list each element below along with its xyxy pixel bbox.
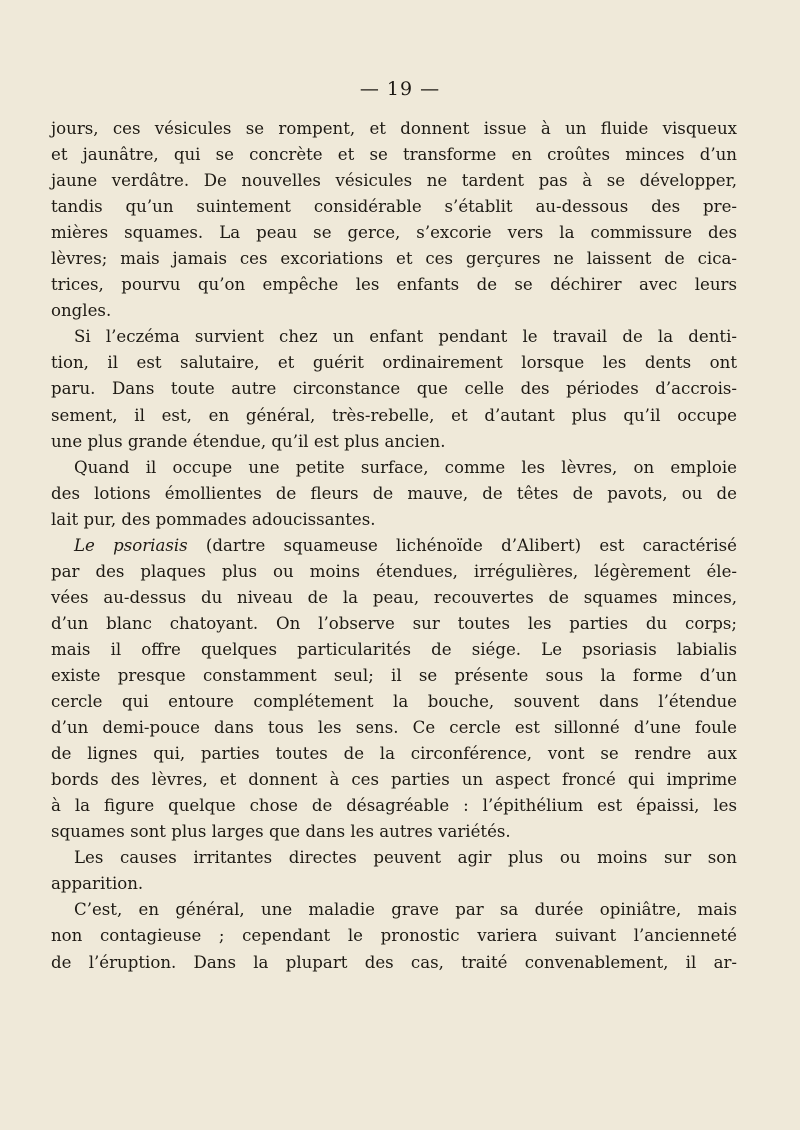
italic-term: Le psoriasis <box>74 535 206 555</box>
text-line: Les causes irritantes directes peuvent agir plus ou moins sur son <box>74 848 737 868</box>
text-line: lait pur, des pommades adoucissantes. <box>51 509 376 529</box>
text-line: Quand il occupe une petite surface, comme les lèvres, on emploie <box>74 457 737 477</box>
text-line: tion, il est salutaire, et guérit ordinairement lorsque les dents ont <box>51 353 737 373</box>
text-line: bords des lèvres, et donnent à ces parties un aspect froncé qui imprime <box>51 770 737 790</box>
text-line: Si l’eczéma survient chez un enfant pendant le travail de la denti- <box>74 327 737 347</box>
text-line: d’un blanc chatoyant. On l’observe sur toutes les parties du corps; <box>51 613 737 633</box>
text-line: ongles. <box>51 301 112 321</box>
text-line: jours, ces vésicules se rompent, et donnent issue à un fluide visqueux <box>51 119 737 138</box>
text-line: C’est, en général, une maladie grave par sa durée opiniâtre, mais <box>74 900 737 920</box>
text-line: d’un demi-pouce dans tous les sens. Ce cercle est sillonné d’une foule <box>51 718 737 738</box>
text-line: et jaunâtre, qui se concrète et se transforme en croûtes minces d’un <box>51 145 737 165</box>
text-line: jaune verdâtre. De nouvelles vésicules ne tardent pas à se développer, <box>51 171 737 191</box>
body-text <box>51 116 737 976</box>
text-line: de lignes qui, parties toutes de la circonférence, vont se rendre aux <box>51 744 737 764</box>
text-line: tandis qu’un suintement considérable s’établit au-dessous des pre- <box>51 197 737 217</box>
text-line: non contagieuse ; cependant le pronostic variera suivant l’ancienneté <box>51 926 737 946</box>
text-line: trices, pourvu qu’on empêche les enfants de se déchirer avec leurs <box>51 275 737 295</box>
text-line: à la figure quelque chose de désagréable : l’épithélium est épaissi, les <box>51 796 737 816</box>
text-line: cercle qui entoure complétement la bouche, souvent dans l’étendue <box>51 692 737 712</box>
text-line-rest: (dartre squameuse lichénoïde d’Alibert) est caractérisé <box>205 535 737 555</box>
text-line: des lotions émollientes de fleurs de mauve, de têtes de pavots, ou de <box>51 483 737 503</box>
text-line: existe presque constamment seul; il se présente sous la forme d’un <box>51 665 737 685</box>
page-number: — 19 — <box>359 78 441 100</box>
text-line: sement, il est, en général, très-rebelle, et d’autant plus qu’il occupe <box>51 405 737 425</box>
text-line: de l’éruption. Dans la plupart des cas, traité convenablement, il ar- <box>51 952 737 972</box>
text-line: mais il offre quelques particularités de siége. Le psoriasis labialis <box>51 639 737 659</box>
text-line: squames sont plus larges que dans les autres variétés. <box>51 822 511 842</box>
text-line <box>51 533 737 559</box>
text-line: par des plaques plus ou moins étendues, irrégulières, légèrement éle- <box>51 561 737 581</box>
text-line: paru. Dans toute autre circonstance que celle des périodes d’accrois- <box>51 379 737 399</box>
text-line: mières squames. La peau se gerce, s’excorie vers la commissure des <box>51 223 737 243</box>
text-line: lèvres; mais jamais ces excoriations et ces gerçures ne laissent de cica- <box>51 249 737 269</box>
text-line: vées au-dessus du niveau de la peau, recouvertes de squames minces, <box>51 587 737 607</box>
text-line: une plus grande étendue, qu’il est plus ancien. <box>51 431 446 451</box>
text-line: apparition. <box>51 874 144 894</box>
